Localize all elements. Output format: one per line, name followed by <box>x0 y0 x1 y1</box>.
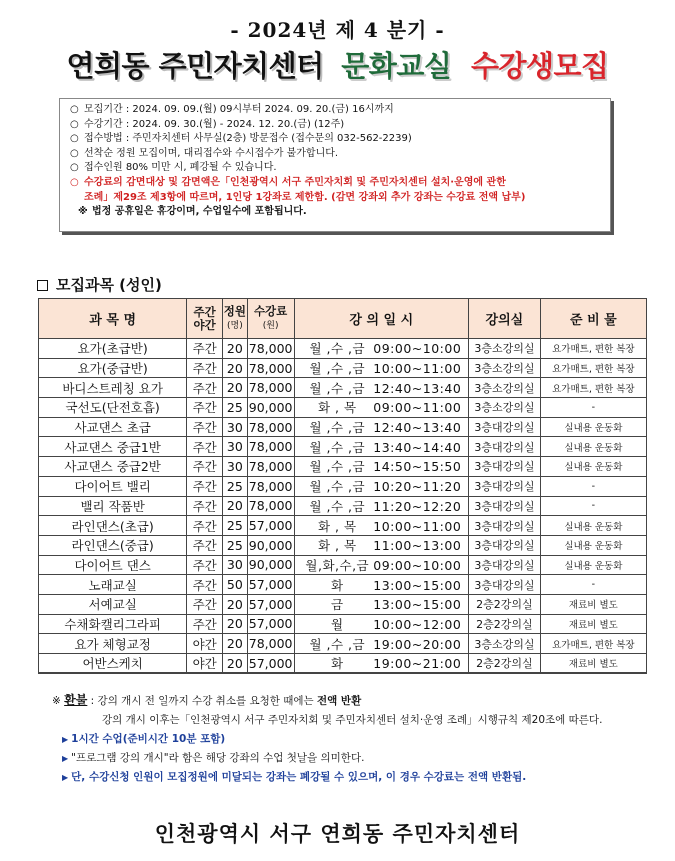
table-row <box>39 634 647 654</box>
cell-prep: - <box>540 398 646 418</box>
circle-bullet-icon: ○ <box>70 118 79 130</box>
schedule-days: 월 ,수 ,금 <box>309 341 366 357</box>
cell-schedule <box>294 339 469 359</box>
cell-type: 주간 <box>187 575 223 595</box>
info-cancel-threshold: 접수인원 80% 미만 시, 폐강될 수 있습니다. <box>84 162 277 174</box>
cell-fee: 78,000 <box>247 457 294 477</box>
schedule-time: 12:40~13:40 <box>373 380 462 396</box>
circle-bullet-icon: ○ <box>70 147 79 159</box>
cell-capacity: 20 <box>222 496 247 516</box>
info-line <box>70 103 600 118</box>
cell-type: 주간 <box>187 535 223 555</box>
cell-fee: 57,000 <box>247 516 294 536</box>
cell-prep: 재료비 별도 <box>540 654 646 674</box>
cell-room: 2층2강의실 <box>469 614 541 634</box>
table-header-row <box>39 299 647 339</box>
header-schedule: 강 의 일 시 <box>294 299 469 339</box>
cell-room: 2층2강의실 <box>469 654 541 674</box>
cell-schedule <box>294 614 469 634</box>
cell-type: 주간 <box>187 476 223 496</box>
note-item-1: ▶ 1시간 수업(준비시간 10분 포함) <box>62 733 226 745</box>
cell-capacity: 25 <box>222 535 247 555</box>
info-line <box>70 118 600 133</box>
note-mark-icon: ※ <box>52 695 61 707</box>
cell-capacity: 20 <box>222 634 247 654</box>
info-line <box>70 147 600 162</box>
cell-fee: 57,000 <box>247 614 294 634</box>
info-discount-line-2: 조례」제29조 제3항에 따르며, 1인당 1강좌로 제한함. (감면 강좌외 추가 강좌는 수강료 전액 납부) <box>84 191 526 203</box>
note-item-3: ▶ 단, 수강신청 인원이 모집정원에 미달되는 강좌는 폐강될 수 있으며, 이 경우 수강료는 전액 반환됨. <box>62 771 527 783</box>
cell-fee: 90,000 <box>247 398 294 418</box>
cell-fee: 57,000 <box>247 575 294 595</box>
cell-capacity: 20 <box>222 339 247 359</box>
cell-room: 3층대강의실 <box>469 516 541 536</box>
table-row <box>39 654 647 674</box>
info-line <box>70 161 600 176</box>
schedule-time: 09:00~10:00 <box>373 341 462 357</box>
schedule-time: 19:00~20:00 <box>373 636 462 652</box>
checkbox-square-icon <box>37 280 48 291</box>
cell-schedule <box>294 358 469 378</box>
cell-subject: 요가 체형교정 <box>39 634 187 654</box>
header-day-night: 주간 야간 <box>187 299 223 339</box>
cell-schedule <box>294 398 469 418</box>
cell-type: 주간 <box>187 378 223 398</box>
schedule-days: 월 ,수 ,금 <box>309 498 366 514</box>
table-row <box>39 417 647 437</box>
cell-schedule <box>294 535 469 555</box>
cell-subject: 라인댄스(중급) <box>39 535 187 555</box>
cell-subject: 사교댄스 중급2반 <box>39 457 187 477</box>
circle-bullet-icon: ○ <box>70 104 79 115</box>
table-row <box>39 555 647 575</box>
info-holiday-note: 법정 공휴일은 휴강이며, 수업일수에 포함됩니다. <box>92 206 307 218</box>
info-first-come: 선착순 정원 모집이며, 대리접수와 수시접수가 불가합니다. <box>84 147 339 159</box>
cell-prep: 요가매트, 편한 복장 <box>540 634 646 654</box>
notes-section <box>52 691 652 787</box>
cell-room: 3층대강의실 <box>469 457 541 477</box>
cell-fee: 78,000 <box>247 437 294 457</box>
table-row <box>39 339 647 359</box>
schedule-days: 월 ,수 ,금 <box>309 459 366 475</box>
schedule-days: 월 ,수 ,금 <box>309 439 366 455</box>
schedule-days: 화 <box>330 577 344 593</box>
cell-schedule <box>294 417 469 437</box>
refund-label: 환불 <box>64 693 88 707</box>
cell-capacity: 25 <box>222 516 247 536</box>
cell-schedule <box>294 437 469 457</box>
cell-prep: 요가매트, 편한 복장 <box>540 358 646 378</box>
info-line <box>70 132 600 147</box>
schedule-days: 화 , 목 <box>317 400 357 416</box>
cell-prep: 실내용 운동화 <box>540 516 646 536</box>
schedule-time: 19:00~21:00 <box>373 656 462 672</box>
cell-type: 주간 <box>187 614 223 634</box>
refund-note <box>52 691 652 711</box>
cell-prep: 요가매트, 편한 복장 <box>540 339 646 359</box>
info-box <box>59 98 611 232</box>
cell-subject: 다이어트 밸리 <box>39 476 187 496</box>
cell-type: 주간 <box>187 496 223 516</box>
cell-schedule <box>294 594 469 614</box>
footer-organization: 인천광역시 서구 연희동 주민자치센터 <box>154 822 521 846</box>
schedule-days: 월,화,수,금 <box>305 557 370 573</box>
cell-capacity: 20 <box>222 358 247 378</box>
cell-schedule <box>294 654 469 674</box>
cell-subject: 수채화캘리그라피 <box>39 614 187 634</box>
cell-prep: 실내용 운동화 <box>540 535 646 555</box>
cell-type: 야간 <box>187 654 223 674</box>
cell-type: 주간 <box>187 339 223 359</box>
cell-room: 3층소강의실 <box>469 339 541 359</box>
cell-room: 3층대강의실 <box>469 496 541 516</box>
cell-capacity: 25 <box>222 476 247 496</box>
circle-bullet-icon: ○ <box>70 133 79 145</box>
schedule-days: 월 ,수 ,금 <box>309 361 366 377</box>
info-discount-text-1: 수강료의 감면대상 및 감면액은「인천광역시 서구 주민자치회 및 주민자치센터 설치·운영에 관한 <box>84 176 506 188</box>
cell-subject: 노래교실 <box>39 575 187 595</box>
schedule-time: 13:00~15:00 <box>373 577 462 593</box>
title-culture-class: 문화교실 <box>341 49 452 83</box>
cell-capacity: 50 <box>222 575 247 595</box>
info-recruit-period: 모집기간 : 2024. 09. 09.(월) 09시부터 2024. 09. 20.(금) 16시까지 <box>84 104 394 115</box>
schedule-time: 09:00~10:00 <box>373 557 462 573</box>
cell-prep: 실내용 운동화 <box>540 457 646 477</box>
cell-schedule <box>294 575 469 595</box>
cell-type: 주간 <box>187 398 223 418</box>
schedule-days: 금 <box>330 597 344 613</box>
cell-subject: 라인댄스(초급) <box>39 516 187 536</box>
cell-subject: 어반스케치 <box>39 654 187 674</box>
schedule-days: 화 , 목 <box>317 538 357 554</box>
cell-room: 3층대강의실 <box>469 417 541 437</box>
triangle-right-icon: ▶ <box>62 735 69 744</box>
table-row <box>39 358 647 378</box>
cell-room: 3층대강의실 <box>469 555 541 575</box>
cell-subject: 밸리 작품반 <box>39 496 187 516</box>
cell-fee: 78,000 <box>247 496 294 516</box>
schedule-days: 월 ,수 ,금 <box>309 380 366 396</box>
cell-type: 주간 <box>187 358 223 378</box>
schedule-days: 월 <box>330 616 344 632</box>
cell-capacity: 25 <box>222 398 247 418</box>
schedule-time: 10:00~11:00 <box>373 518 462 534</box>
cell-prep: 재료비 별도 <box>540 594 646 614</box>
schedule-time: 12:40~13:40 <box>373 420 462 436</box>
cell-schedule <box>294 634 469 654</box>
table-row <box>39 437 647 457</box>
cell-prep: 실내용 운동화 <box>540 555 646 575</box>
refund-bold: 전액 반환 <box>316 695 362 707</box>
header-room: 강의실 <box>469 299 541 339</box>
table-row <box>39 575 647 595</box>
cell-room: 3층소강의실 <box>469 358 541 378</box>
cell-schedule <box>294 555 469 575</box>
cell-room: 3층대강의실 <box>469 575 541 595</box>
cell-capacity: 20 <box>222 378 247 398</box>
schedule-days: 월 ,수 ,금 <box>309 479 366 495</box>
cell-fee: 90,000 <box>247 535 294 555</box>
cell-type: 주간 <box>187 555 223 575</box>
cell-room: 2층2강의실 <box>469 594 541 614</box>
cell-type: 주간 <box>187 516 223 536</box>
table-row <box>39 496 647 516</box>
cell-prep: 실내용 운동화 <box>540 437 646 457</box>
header-fee: 수강료 (원) <box>247 299 294 339</box>
title-center-name: 연희동 주민자치센터 <box>66 49 324 83</box>
cell-subject: 요가(초급반) <box>39 339 187 359</box>
quarter-heading: - 2024년 제 4 분기 - <box>230 18 445 42</box>
schedule-days: 화 <box>330 656 344 672</box>
cell-type: 주간 <box>187 457 223 477</box>
table-row <box>39 476 647 496</box>
cell-fee: 78,000 <box>247 634 294 654</box>
table-row <box>39 535 647 555</box>
schedule-time: 10:00~11:00 <box>373 361 462 377</box>
cell-fee: 57,000 <box>247 654 294 674</box>
header-capacity: 정원 (명) <box>222 299 247 339</box>
schedule-days: 월 ,수 ,금 <box>309 420 366 436</box>
cell-prep: - <box>540 496 646 516</box>
cell-schedule <box>294 378 469 398</box>
cell-prep: - <box>540 575 646 595</box>
cell-room: 3층대강의실 <box>469 476 541 496</box>
cell-capacity: 20 <box>222 594 247 614</box>
cell-capacity: 20 <box>222 614 247 634</box>
title-recruitment: 수강생모집 <box>470 49 609 83</box>
triangle-right-icon: ▶ <box>62 754 69 763</box>
cell-type: 주간 <box>187 437 223 457</box>
cell-subject: 국선도(단전호흡) <box>39 398 187 418</box>
circle-bullet-icon: ○ <box>70 162 79 174</box>
cell-capacity: 20 <box>222 654 247 674</box>
cell-schedule <box>294 457 469 477</box>
table-row <box>39 614 647 634</box>
cell-room: 3층대강의실 <box>469 437 541 457</box>
header-prep: 준 비 물 <box>540 299 646 339</box>
refund-text: : 강의 개시 전 일까지 수강 취소를 요청한 때에는 <box>87 695 317 707</box>
cell-capacity: 30 <box>222 437 247 457</box>
cell-fee: 78,000 <box>247 378 294 398</box>
schedule-time: 11:20~12:20 <box>373 498 462 514</box>
table-row <box>39 398 647 418</box>
cell-subject: 요가(중급반) <box>39 358 187 378</box>
cell-subject: 사교댄스 초급 <box>39 417 187 437</box>
cell-fee: 78,000 <box>247 417 294 437</box>
section-heading <box>37 274 162 295</box>
cell-room: 3층소강의실 <box>469 398 541 418</box>
cell-subject: 다이어트 댄스 <box>39 555 187 575</box>
refund-rule: 강의 개시 이후는「인천광역시 서구 주민자치회 및 주민자치센터 설치·운영 조례」시행규칙 제20조에 따른다. <box>102 714 603 726</box>
cell-subject: 서예교실 <box>39 594 187 614</box>
table-row <box>39 457 647 477</box>
cell-capacity: 30 <box>222 555 247 575</box>
cell-room: 3층소강의실 <box>469 634 541 654</box>
cell-fee: 90,000 <box>247 555 294 575</box>
info-application-method: 접수방법 : 주민자치센터 사무실(2층) 방문접수 (접수문의 032-562-2239) <box>84 133 412 145</box>
header-subject: 과 목 명 <box>39 299 187 339</box>
schedule-time: 10:20~11:20 <box>373 479 462 495</box>
page-title <box>0 44 675 85</box>
cell-capacity: 30 <box>222 457 247 477</box>
cell-capacity: 30 <box>222 417 247 437</box>
cell-fee: 78,000 <box>247 339 294 359</box>
cell-fee: 78,000 <box>247 358 294 378</box>
circle-bullet-icon: ○ <box>70 176 79 188</box>
cell-subject: 바디스트레칭 요가 <box>39 378 187 398</box>
schedule-time: 09:00~11:00 <box>373 400 462 416</box>
cell-type: 주간 <box>187 594 223 614</box>
schedule-time: 10:00~12:00 <box>373 616 462 632</box>
schedule-days: 화 , 목 <box>317 518 357 534</box>
cell-prep: - <box>540 476 646 496</box>
schedule-time: 14:50~15:50 <box>373 459 462 475</box>
table-row <box>39 594 647 614</box>
cell-type: 주간 <box>187 417 223 437</box>
info-holiday-line <box>70 205 600 220</box>
schedule-time: 11:00~13:00 <box>373 538 462 554</box>
cell-type: 야간 <box>187 634 223 654</box>
cell-subject: 사교댄스 중급1반 <box>39 437 187 457</box>
cell-fee: 57,000 <box>247 594 294 614</box>
info-discount-line <box>70 176 600 191</box>
schedule-days: 월 ,수 ,금 <box>309 636 366 652</box>
cell-room: 3층소강의실 <box>469 378 541 398</box>
cell-schedule <box>294 516 469 536</box>
cell-schedule <box>294 496 469 516</box>
schedule-time: 13:40~14:40 <box>373 439 462 455</box>
cell-room: 3층대강의실 <box>469 535 541 555</box>
schedule-time: 13:00~15:00 <box>373 597 462 613</box>
course-table <box>38 298 647 674</box>
cell-schedule <box>294 476 469 496</box>
table-row <box>39 516 647 536</box>
cell-prep: 요가매트, 편한 복장 <box>540 378 646 398</box>
cell-prep: 실내용 운동화 <box>540 417 646 437</box>
info-course-period: 수강기간 : 2024. 09. 30.(월) - 2024. 12. 20.(금) (12주) <box>84 118 345 130</box>
table-row <box>39 378 647 398</box>
note-mark-icon: ※ <box>78 206 88 218</box>
section-title-text: 모집과목 (성인) <box>56 276 162 294</box>
cell-fee: 78,000 <box>247 476 294 496</box>
cell-prep: 재료비 별도 <box>540 614 646 634</box>
triangle-right-icon: ▶ <box>62 773 69 782</box>
note-item-2: ▶ "프로그램 강의 개시"라 함은 해당 강좌의 수업 첫날을 의미한다. <box>62 752 365 764</box>
